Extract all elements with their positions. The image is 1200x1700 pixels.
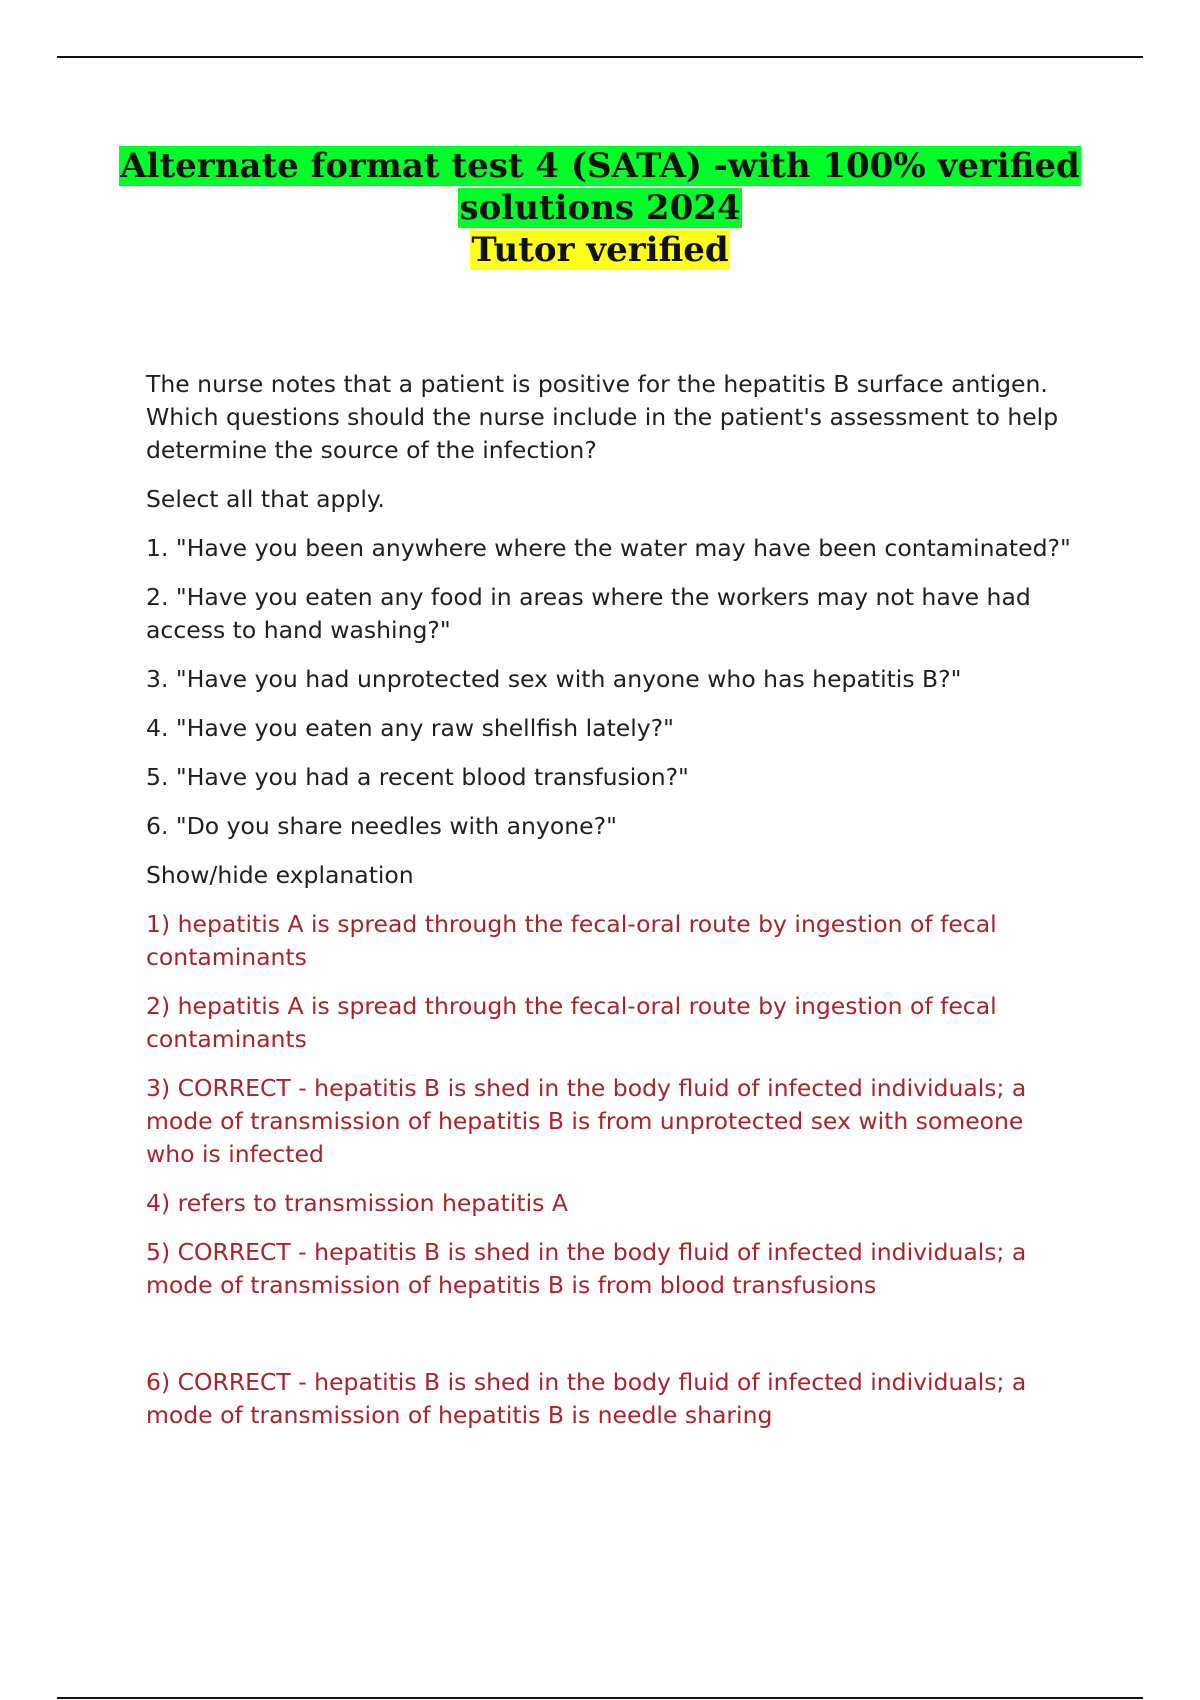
answer-option-1: 1. "Have you been anywhere where the water may have been contaminated?" [146,534,1071,562]
explanation-4: 4) refers to transmission hepatitis A [146,1189,568,1217]
question-instruction: Select all that apply. [146,485,385,513]
show-hide-explanation-toggle[interactable]: Show/hide explanation [146,861,414,889]
answer-option-5: 5. "Have you had a recent blood transfusion?" [146,763,689,791]
answer-option-2: 2. "Have you eaten any food in areas where the workers may not have had access to hand washing?" [146,583,1031,644]
answer-option-3: 3. "Have you had unprotected sex with anyone who has hepatitis B?" [146,665,962,693]
explanation-2: 2) hepatitis A is spread through the fecal-oral route by ingestion of fecal contaminants [146,992,997,1053]
explanation-6: 6) CORRECT - hepatitis B is shed in the body fluid of infected individuals; a mode of transmission of hepatitis B is needle sharing [146,1368,1027,1429]
answer-option-4: 4. "Have you eaten any raw shellfish lately?" [146,714,674,742]
title-line-2-wrap [0,187,1200,229]
explanation-3: 3) CORRECT - hepatitis B is shed in the body fluid of infected individuals; a mode of transmission of hepatitis B is from unprotected sex with someone who is infected [146,1074,1027,1168]
question-stem: The nurse notes that a patient is positive for the hepatitis B surface antigen. Which questions should the nurse include in the patient's assessment to help determine the source of the infection? [146,370,1059,464]
document-title-continued: solutions 2024 [459,188,741,228]
document-header [0,145,1200,271]
tutor-verified-label: Tutor verified [471,230,729,270]
title-line-3-wrap [0,229,1200,271]
bottom-divider [57,1697,1143,1699]
title-line-1-wrap [0,145,1200,187]
answer-option-6: 6. "Do you share needles with anyone?" [146,812,617,840]
explanation-1: 1) hepatitis A is spread through the fecal-oral route by ingestion of fecal contaminants [146,910,997,971]
question-content [146,368,1076,1448]
explanation-5: 5) CORRECT - hepatitis B is shed in the body fluid of infected individuals; a mode of transmission of hepatitis B is from blood transfusions [146,1238,1027,1299]
document-title: Alternate format test 4 (SATA) -with 100% verified [120,146,1080,186]
top-divider [57,56,1143,58]
